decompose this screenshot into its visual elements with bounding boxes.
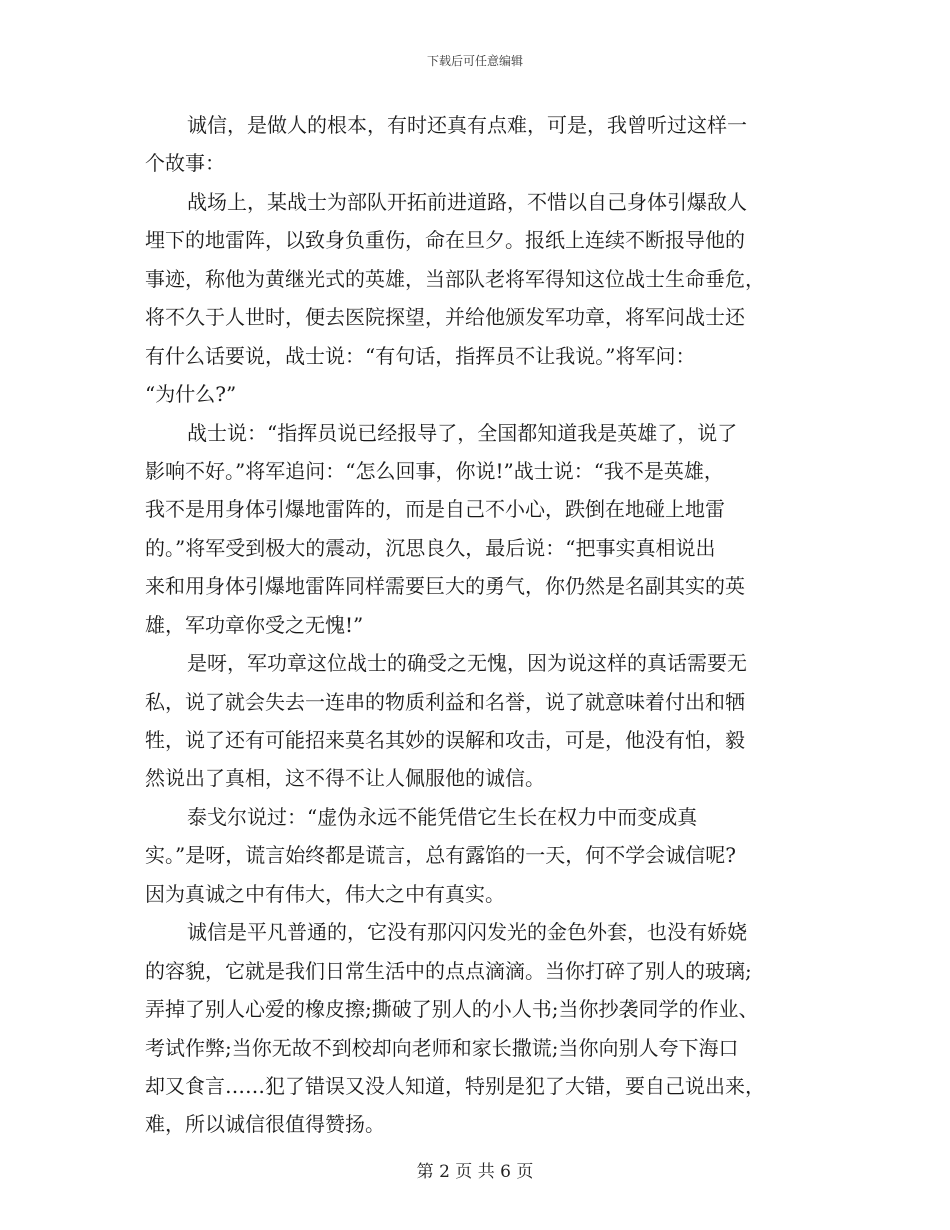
text-line: “为什么?” xyxy=(145,382,237,407)
document-body xyxy=(145,106,805,1144)
text-line: 雄，军功章你受之无愧!” xyxy=(145,612,364,637)
text-line: 将不久于人世时，便去医院探望，并给他颁发军功章，将军问战士还 xyxy=(145,305,745,330)
text-line: 私，说了就会失去一连串的物质利益和名誉，说了就意味着付出和牺 xyxy=(145,689,745,714)
text-line: 考试作弊;当你无故不到校却向老师和家长撒谎;当你向别人夸下海口 xyxy=(145,1035,739,1060)
text-line: 难，所以诚信很值得赞扬。 xyxy=(145,1112,385,1137)
text-line: 来和用身体引爆地雷阵同样需要巨大的勇气，你仍然是名副其实的英 xyxy=(145,574,745,599)
text-line: 泰戈尔说过：“虚伪永远不能凭借它生长在权力中而变成真 xyxy=(187,804,698,829)
text-line: 事迹，称他为黄继光式的英雄，当部队老将军得知这位战士生命垂危， xyxy=(145,266,765,291)
page-number: 第 2 页 共 6 页 xyxy=(416,1162,534,1182)
text-line: 却又食言……犯了错误又没人知道，特别是犯了大错，要自己说出来， xyxy=(145,1073,765,1098)
text-line: 牲，说了还有可能招来莫名其妙的误解和攻击，可是，他没有怕，毅 xyxy=(145,728,745,752)
text-line: 战士说：“指挥员说已经报导了，全国都知道我是英雄了，说了 xyxy=(187,420,738,445)
text-line: 的容貌，它就是我们日常生活中的点点滴滴。当你打碎了别人的玻璃; xyxy=(145,958,752,983)
text-line: 弄掉了别人心爱的橡皮擦;撕破了别人的小人书;当你抄袭同学的作业、 xyxy=(145,997,759,1022)
page-header: 下载后可任意编辑 xyxy=(426,54,523,68)
text-line: 诚信是平凡普通的，它没有那闪闪发光的金色外套，也没有娇娆 xyxy=(187,920,747,945)
text-line: 埋下的地雷阵，以致身负重伤，命在旦夕。报纸上连续不断报导他的 xyxy=(145,228,745,253)
text-line: 个故事： xyxy=(145,151,225,176)
text-line: 实。”是呀，谎言始终都是谎言，总有露馅的一天，何不学会诚信呢? xyxy=(145,843,736,868)
text-line: 诚信，是做人的根本，有时还真有点难，可是，我曾听过这样一 xyxy=(187,113,747,137)
text-line: 的。”将军受到极大的震动，沉思良久，最后说：“把事实真相说出 xyxy=(145,535,716,560)
text-line: 是呀，军功章这位战士的确受之无愧，因为说这样的真话需要无 xyxy=(187,651,747,676)
text-line: 有什么话要说，战士说：“有句话，指挥员不让我说。”将军问： xyxy=(145,343,696,368)
text-line: 因为真诚之中有伟大，伟大之中有真实。 xyxy=(145,881,505,906)
text-line: 影响不好。”将军追问：“怎么回事，你说!”战士说：“我不是英雄， xyxy=(145,458,724,483)
text-line: 然说出了真相，这不得不让人佩服他的诚信。 xyxy=(145,766,545,791)
text-line: 我不是用身体引爆地雷阵的，而是自己不小心，跌倒在地碰上地雷 xyxy=(145,497,725,522)
text-line: 战场上，某战士为部队开拓前进道路，不惜以自己身体引爆敌人 xyxy=(187,189,747,214)
